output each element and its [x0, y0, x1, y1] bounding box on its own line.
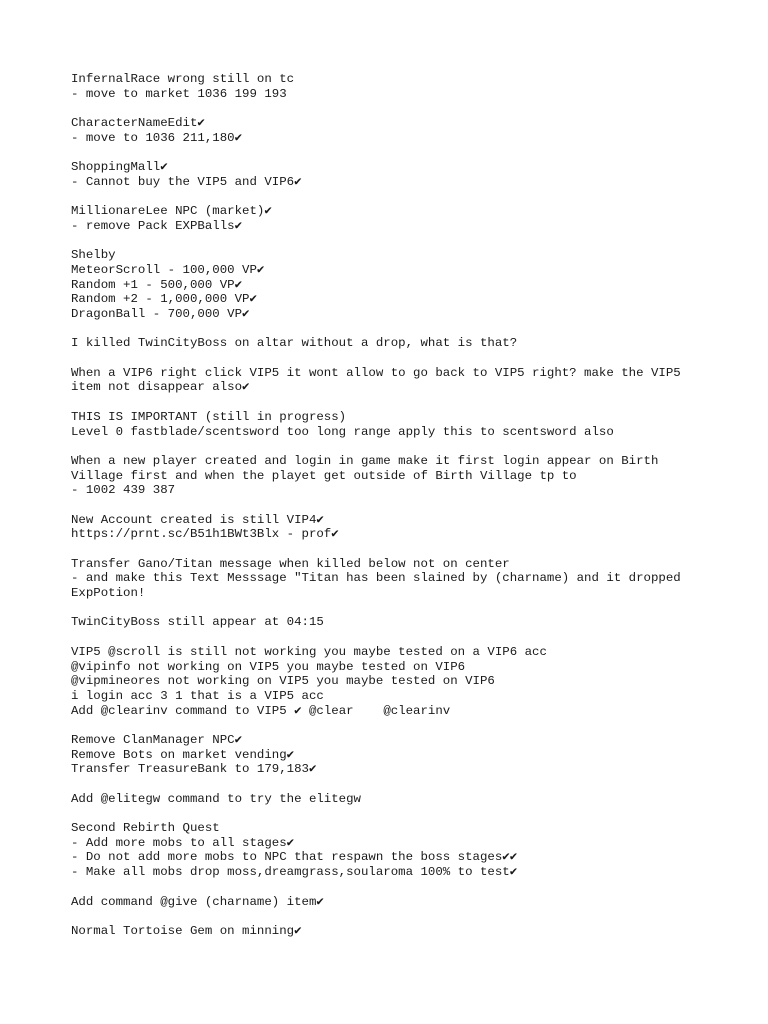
document-body [71, 72, 711, 939]
document-line: Random +1 - 500,000 VP✔ [71, 277, 243, 292]
document-line: ExpPotion! [71, 586, 146, 601]
blank-line [71, 190, 711, 205]
blank-line [71, 718, 711, 733]
document-line: TwinCityBoss still appear at 04:15 [71, 615, 324, 630]
blank-line [71, 322, 711, 337]
document-line: Second Rebirth Quest [71, 821, 220, 836]
document-line: - Make all mobs drop moss,dreamgrass,soularoma 100% to test✔ [71, 865, 518, 880]
document-line: InfernalRace wrong still on tc [71, 72, 295, 86]
document-line: - move to 1036 211,180✔ [71, 130, 243, 145]
document-line: THIS IS IMPORTANT (still in progress) [71, 409, 347, 424]
document-line: Add command @give (charname) item✔ [71, 894, 324, 909]
blank-line [71, 601, 711, 616]
document-line: item not disappear also✔ [71, 380, 250, 395]
blank-line [71, 101, 711, 116]
blank-line [71, 777, 711, 792]
document-line: Shelby [71, 248, 116, 263]
document-line: Add @elitegw command to try the elitegw [71, 791, 361, 806]
document-line: - remove Pack EXPBalls✔ [71, 218, 243, 233]
blank-line [71, 542, 711, 557]
document-line: New Account created is still VIP4✔ [71, 512, 324, 527]
blank-line [71, 234, 711, 249]
document-line: When a VIP6 right click VIP5 it wont allow to go back to VIP5 right? make the VIP5 [71, 365, 681, 380]
document-line: - Add more mobs to all stages✔ [71, 835, 295, 850]
blank-line [71, 351, 711, 366]
document-line: MillionareLee NPC (market)✔ [71, 204, 272, 219]
document-line: DragonBall - 700,000 VP✔ [71, 307, 250, 321]
document-line: https://prnt.sc/B51h1BWt3Blx - prof✔ [71, 527, 339, 542]
document-line: i login acc 3 1 that is a VIP5 acc [71, 688, 324, 703]
blank-line [71, 145, 711, 160]
blank-line [71, 498, 711, 513]
document-line: ShoppingMall✔ [71, 160, 168, 175]
document-line: I killed TwinCityBoss on altar without a drop, what is that? [71, 336, 518, 351]
document-line: Normal Tortoise Gem on minning✔ [71, 923, 302, 938]
blank-line [71, 909, 711, 924]
document-line: MeteorScroll - 100,000 VP✔ [71, 262, 265, 277]
document-line: CharacterNameEdit✔ [71, 116, 205, 131]
document-line: Remove ClanManager NPC✔ [71, 732, 243, 747]
document-line: - 1002 439 387 [71, 483, 176, 498]
document-line: When a new player created and login in game make it first login appear on Birth [71, 453, 659, 468]
document-line: - move to market 1036 199 193 [71, 86, 287, 101]
document-line: - Cannot buy the VIP5 and VIP6✔ [71, 174, 302, 189]
document-line: - and make this Text Messsage "Titan has been slained by (charname) and it dropped [71, 571, 681, 586]
document-line: Add @clearinv command to VIP5 ✔ @clear @clearinv [71, 703, 451, 718]
blank-line [71, 806, 711, 821]
blank-line [71, 439, 711, 454]
document-line: VIP5 @scroll is still not working you maybe tested on a VIP6 acc [71, 644, 547, 659]
document-line: Random +2 - 1,000,000 VP✔ [71, 292, 257, 307]
document-line: Level 0 fastblade/scentsword too long range apply this to scentsword also [71, 424, 614, 439]
document-line: @vipinfo not working on VIP5 you maybe tested on VIP6 [71, 659, 466, 674]
blank-line [71, 880, 711, 895]
document-line: @vipmineores not working on VIP5 you maybe tested on VIP6 [71, 674, 495, 689]
document-line: Village first and when the playet get outside of Birth Village tp to [71, 468, 577, 483]
document-line: Remove Bots on market vending✔ [71, 747, 295, 762]
document-line: Transfer TreasureBank to 179,183✔ [71, 762, 317, 777]
document-line: - Do not add more mobs to NPC that respawn the boss stages✔✔ [71, 850, 518, 865]
blank-line [71, 395, 711, 410]
document-line: Transfer Gano/Titan message when killed below not on center [71, 556, 510, 571]
blank-line [71, 630, 711, 645]
